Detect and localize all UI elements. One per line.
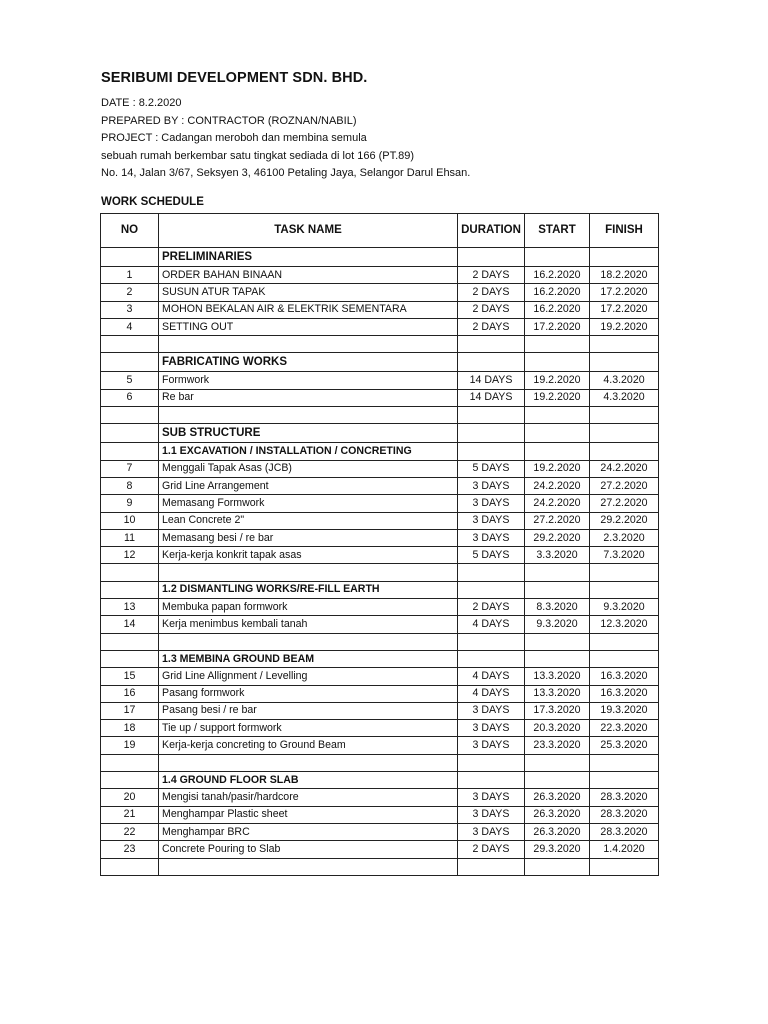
cell-task-name: Formwork	[159, 372, 458, 389]
cell-task-name: MOHON BEKALAN AIR & ELEKTRIK SEMENTARA	[159, 301, 458, 318]
cell-start	[525, 424, 590, 443]
cell-duration	[458, 581, 525, 598]
cell-duration	[458, 248, 525, 267]
cell-finish	[590, 633, 659, 650]
section-row	[101, 353, 659, 372]
cell-task-name: Grid Line Allignment / Levelling	[159, 668, 458, 685]
cell-task-name	[159, 407, 458, 424]
table-row	[101, 389, 659, 406]
table-body	[101, 248, 659, 876]
company-name: SERIBUMI DEVELOPMENT SDN. BHD.	[101, 70, 368, 86]
blank-row	[101, 858, 659, 875]
cell-duration: 3 DAYS	[458, 789, 525, 806]
table-row	[101, 823, 659, 840]
cell-duration: 3 DAYS	[458, 702, 525, 719]
table-row	[101, 668, 659, 685]
cell-task-name	[159, 336, 458, 353]
table-row	[101, 737, 659, 754]
cell-duration	[458, 564, 525, 581]
cell-finish: 27.2.2020	[590, 477, 659, 494]
cell-duration: 3 DAYS	[458, 512, 525, 529]
header-duration: DURATION	[458, 214, 525, 248]
cell-duration	[458, 772, 525, 789]
subsection-row	[101, 581, 659, 598]
cell-no: 11	[101, 529, 159, 546]
cell-finish	[590, 650, 659, 667]
cell-start	[525, 858, 590, 875]
cell-finish	[590, 407, 659, 424]
cell-task-name	[159, 754, 458, 771]
cell-task-name: Pasang formwork	[159, 685, 458, 702]
cell-finish	[590, 353, 659, 372]
cell-duration: 3 DAYS	[458, 823, 525, 840]
cell-duration: 2 DAYS	[458, 301, 525, 318]
cell-no: 20	[101, 789, 159, 806]
cell-no: 14	[101, 616, 159, 633]
cell-start	[525, 353, 590, 372]
document-header	[101, 70, 701, 183]
cell-task-name: Mengisi tanah/pasir/hardcore	[159, 789, 458, 806]
cell-task-name: Lean Concrete 2"	[159, 512, 458, 529]
cell-finish	[590, 424, 659, 443]
cell-no: 12	[101, 547, 159, 564]
table-row	[101, 789, 659, 806]
cell-no: 13	[101, 599, 159, 616]
cell-duration	[458, 336, 525, 353]
cell-task-name: SUB STRUCTURE	[159, 424, 458, 443]
cell-start: 16.2.2020	[525, 284, 590, 301]
table-row	[101, 599, 659, 616]
cell-duration: 14 DAYS	[458, 372, 525, 389]
cell-duration: 3 DAYS	[458, 737, 525, 754]
cell-duration	[458, 633, 525, 650]
cell-duration	[458, 443, 525, 460]
cell-start	[525, 564, 590, 581]
cell-no	[101, 754, 159, 771]
cell-start: 3.3.2020	[525, 547, 590, 564]
cell-no	[101, 633, 159, 650]
cell-start	[525, 248, 590, 267]
cell-start: 19.2.2020	[525, 372, 590, 389]
cell-task-name: Tie up / support formwork	[159, 720, 458, 737]
subsection-row	[101, 443, 659, 460]
cell-no	[101, 353, 159, 372]
cell-start: 23.3.2020	[525, 737, 590, 754]
date-line: DATE : 8.2.2020	[101, 97, 182, 109]
cell-duration: 2 DAYS	[458, 599, 525, 616]
cell-finish: 12.3.2020	[590, 616, 659, 633]
cell-no	[101, 581, 159, 598]
header-finish: FINISH	[590, 214, 659, 248]
cell-no: 3	[101, 301, 159, 318]
cell-task-name: 1.3 MEMBINA GROUND BEAM	[159, 650, 458, 667]
cell-start: 13.3.2020	[525, 685, 590, 702]
cell-finish	[590, 754, 659, 771]
cell-duration: 4 DAYS	[458, 668, 525, 685]
cell-task-name: Menghampar Plastic sheet	[159, 806, 458, 823]
cell-duration	[458, 754, 525, 771]
header-task-name: TASK NAME	[159, 214, 458, 248]
cell-no	[101, 443, 159, 460]
cell-no: 17	[101, 702, 159, 719]
cell-task-name: Menghampar BRC	[159, 823, 458, 840]
table-row	[101, 284, 659, 301]
cell-start: 17.2.2020	[525, 318, 590, 335]
table-row	[101, 529, 659, 546]
cell-task-name	[159, 564, 458, 581]
blank-row	[101, 564, 659, 581]
cell-task-name: FABRICATING WORKS	[159, 353, 458, 372]
table-row	[101, 267, 659, 284]
cell-finish: 19.3.2020	[590, 702, 659, 719]
cell-no	[101, 858, 159, 875]
cell-duration: 3 DAYS	[458, 806, 525, 823]
blank-row	[101, 336, 659, 353]
cell-task-name: Membuka papan formwork	[159, 599, 458, 616]
cell-task-name	[159, 633, 458, 650]
cell-task-name: Concrete Pouring to Slab	[159, 841, 458, 858]
cell-start: 13.3.2020	[525, 668, 590, 685]
cell-start: 27.2.2020	[525, 512, 590, 529]
cell-task-name: 1.2 DISMANTLING WORKS/RE-FILL EARTH	[159, 581, 458, 598]
cell-no: 2	[101, 284, 159, 301]
cell-duration: 3 DAYS	[458, 495, 525, 512]
cell-no: 18	[101, 720, 159, 737]
cell-duration: 5 DAYS	[458, 460, 525, 477]
table-row	[101, 301, 659, 318]
cell-task-name: Memasang Formwork	[159, 495, 458, 512]
cell-no: 1	[101, 267, 159, 284]
cell-no: 8	[101, 477, 159, 494]
blank-row	[101, 407, 659, 424]
work-schedule-title: WORK SCHEDULE	[101, 196, 204, 208]
cell-start: 17.3.2020	[525, 702, 590, 719]
cell-finish: 27.2.2020	[590, 495, 659, 512]
cell-no: 6	[101, 389, 159, 406]
cell-finish	[590, 443, 659, 460]
subsection-row	[101, 772, 659, 789]
cell-no: 7	[101, 460, 159, 477]
cell-start: 19.2.2020	[525, 389, 590, 406]
cell-task-name: Kerja-kerja concreting to Ground Beam	[159, 737, 458, 754]
cell-no	[101, 650, 159, 667]
cell-duration	[458, 424, 525, 443]
cell-start	[525, 407, 590, 424]
cell-start: 19.2.2020	[525, 460, 590, 477]
cell-no	[101, 407, 159, 424]
cell-start	[525, 581, 590, 598]
cell-no: 4	[101, 318, 159, 335]
table-row	[101, 547, 659, 564]
cell-start	[525, 650, 590, 667]
cell-no	[101, 424, 159, 443]
cell-finish	[590, 858, 659, 875]
table-row	[101, 702, 659, 719]
project-line-2: sebuah rumah berkembar satu tingkat sediada di lot 166 (PT.89)	[101, 149, 415, 162]
cell-finish: 16.3.2020	[590, 685, 659, 702]
cell-duration	[458, 407, 525, 424]
cell-no	[101, 772, 159, 789]
cell-finish: 28.3.2020	[590, 823, 659, 840]
cell-finish: 19.2.2020	[590, 318, 659, 335]
cell-no: 15	[101, 668, 159, 685]
cell-duration: 2 DAYS	[458, 267, 525, 284]
cell-no	[101, 248, 159, 267]
cell-finish	[590, 248, 659, 267]
table-row	[101, 495, 659, 512]
cell-finish: 2.3.2020	[590, 529, 659, 546]
cell-no	[101, 564, 159, 581]
cell-no: 16	[101, 685, 159, 702]
cell-task-name: SUSUN ATUR TAPAK	[159, 284, 458, 301]
address-line: No. 14, Jalan 3/67, Seksyen 3, 46100 Petaling Jaya, Selangor Darul Ehsan.	[101, 167, 471, 180]
table-row	[101, 318, 659, 335]
table-row	[101, 616, 659, 633]
prepared-by-line: PREPARED BY : CONTRACTOR (ROZNAN/NABIL)	[101, 114, 357, 127]
cell-start: 9.3.2020	[525, 616, 590, 633]
cell-no: 9	[101, 495, 159, 512]
work-schedule-table	[100, 213, 659, 876]
cell-start: 29.3.2020	[525, 841, 590, 858]
header-start: START	[525, 214, 590, 248]
cell-task-name: Kerja menimbus kembali tanah	[159, 616, 458, 633]
cell-start: 16.2.2020	[525, 267, 590, 284]
cell-no: 23	[101, 841, 159, 858]
cell-finish: 29.2.2020	[590, 512, 659, 529]
cell-task-name: Re bar	[159, 389, 458, 406]
cell-duration: 2 DAYS	[458, 841, 525, 858]
section-row	[101, 424, 659, 443]
table-row	[101, 477, 659, 494]
cell-start: 24.2.2020	[525, 495, 590, 512]
cell-task-name: SETTING OUT	[159, 318, 458, 335]
cell-finish: 17.2.2020	[590, 284, 659, 301]
cell-task-name: Menggali Tapak Asas (JCB)	[159, 460, 458, 477]
cell-duration	[458, 858, 525, 875]
cell-start: 8.3.2020	[525, 599, 590, 616]
cell-start	[525, 633, 590, 650]
cell-finish: 22.3.2020	[590, 720, 659, 737]
cell-finish: 24.2.2020	[590, 460, 659, 477]
project-line-1: PROJECT : Cadangan meroboh dan membina semula	[101, 132, 367, 145]
cell-duration: 4 DAYS	[458, 685, 525, 702]
cell-task-name: Memasang besi / re bar	[159, 529, 458, 546]
table-row	[101, 720, 659, 737]
table-row	[101, 372, 659, 389]
cell-duration: 3 DAYS	[458, 529, 525, 546]
cell-finish: 17.2.2020	[590, 301, 659, 318]
cell-start: 16.2.2020	[525, 301, 590, 318]
cell-no: 22	[101, 823, 159, 840]
header-no: NO	[101, 214, 159, 248]
cell-duration: 3 DAYS	[458, 477, 525, 494]
cell-task-name: Kerja-kerja konkrit tapak asas	[159, 547, 458, 564]
cell-task-name: 1.1 EXCAVATION / INSTALLATION / CONCRETING	[159, 443, 458, 460]
cell-task-name: Pasang besi / re bar	[159, 702, 458, 719]
cell-duration	[458, 353, 525, 372]
cell-start: 26.3.2020	[525, 823, 590, 840]
cell-finish: 25.3.2020	[590, 737, 659, 754]
cell-duration	[458, 650, 525, 667]
cell-finish: 7.3.2020	[590, 547, 659, 564]
cell-finish: 9.3.2020	[590, 599, 659, 616]
cell-no: 5	[101, 372, 159, 389]
cell-task-name	[159, 858, 458, 875]
cell-finish	[590, 564, 659, 581]
cell-start: 26.3.2020	[525, 806, 590, 823]
cell-start: 29.2.2020	[525, 529, 590, 546]
cell-finish: 16.3.2020	[590, 668, 659, 685]
cell-task-name: ORDER BAHAN BINAAN	[159, 267, 458, 284]
cell-finish: 4.3.2020	[590, 372, 659, 389]
subsection-row	[101, 650, 659, 667]
table-row	[101, 460, 659, 477]
cell-start	[525, 336, 590, 353]
cell-finish: 28.3.2020	[590, 789, 659, 806]
table-header-row	[101, 214, 659, 248]
cell-start: 26.3.2020	[525, 789, 590, 806]
cell-no: 19	[101, 737, 159, 754]
table-row	[101, 841, 659, 858]
cell-finish	[590, 581, 659, 598]
cell-start: 20.3.2020	[525, 720, 590, 737]
cell-duration: 4 DAYS	[458, 616, 525, 633]
table-row	[101, 685, 659, 702]
cell-duration: 2 DAYS	[458, 284, 525, 301]
blank-row	[101, 754, 659, 771]
cell-start: 24.2.2020	[525, 477, 590, 494]
cell-no	[101, 336, 159, 353]
cell-finish: 18.2.2020	[590, 267, 659, 284]
cell-start	[525, 443, 590, 460]
cell-task-name: PRELIMINARIES	[159, 248, 458, 267]
cell-task-name: Grid Line Arrangement	[159, 477, 458, 494]
cell-duration: 3 DAYS	[458, 720, 525, 737]
cell-no: 10	[101, 512, 159, 529]
cell-finish	[590, 772, 659, 789]
cell-start	[525, 772, 590, 789]
table-row	[101, 806, 659, 823]
cell-duration: 5 DAYS	[458, 547, 525, 564]
cell-no: 21	[101, 806, 159, 823]
cell-finish: 1.4.2020	[590, 841, 659, 858]
cell-finish	[590, 336, 659, 353]
cell-duration: 14 DAYS	[458, 389, 525, 406]
table-row	[101, 512, 659, 529]
cell-task-name: 1.4 GROUND FLOOR SLAB	[159, 772, 458, 789]
section-row	[101, 248, 659, 267]
cell-finish: 4.3.2020	[590, 389, 659, 406]
cell-start	[525, 754, 590, 771]
blank-row	[101, 633, 659, 650]
cell-duration: 2 DAYS	[458, 318, 525, 335]
cell-finish: 28.3.2020	[590, 806, 659, 823]
